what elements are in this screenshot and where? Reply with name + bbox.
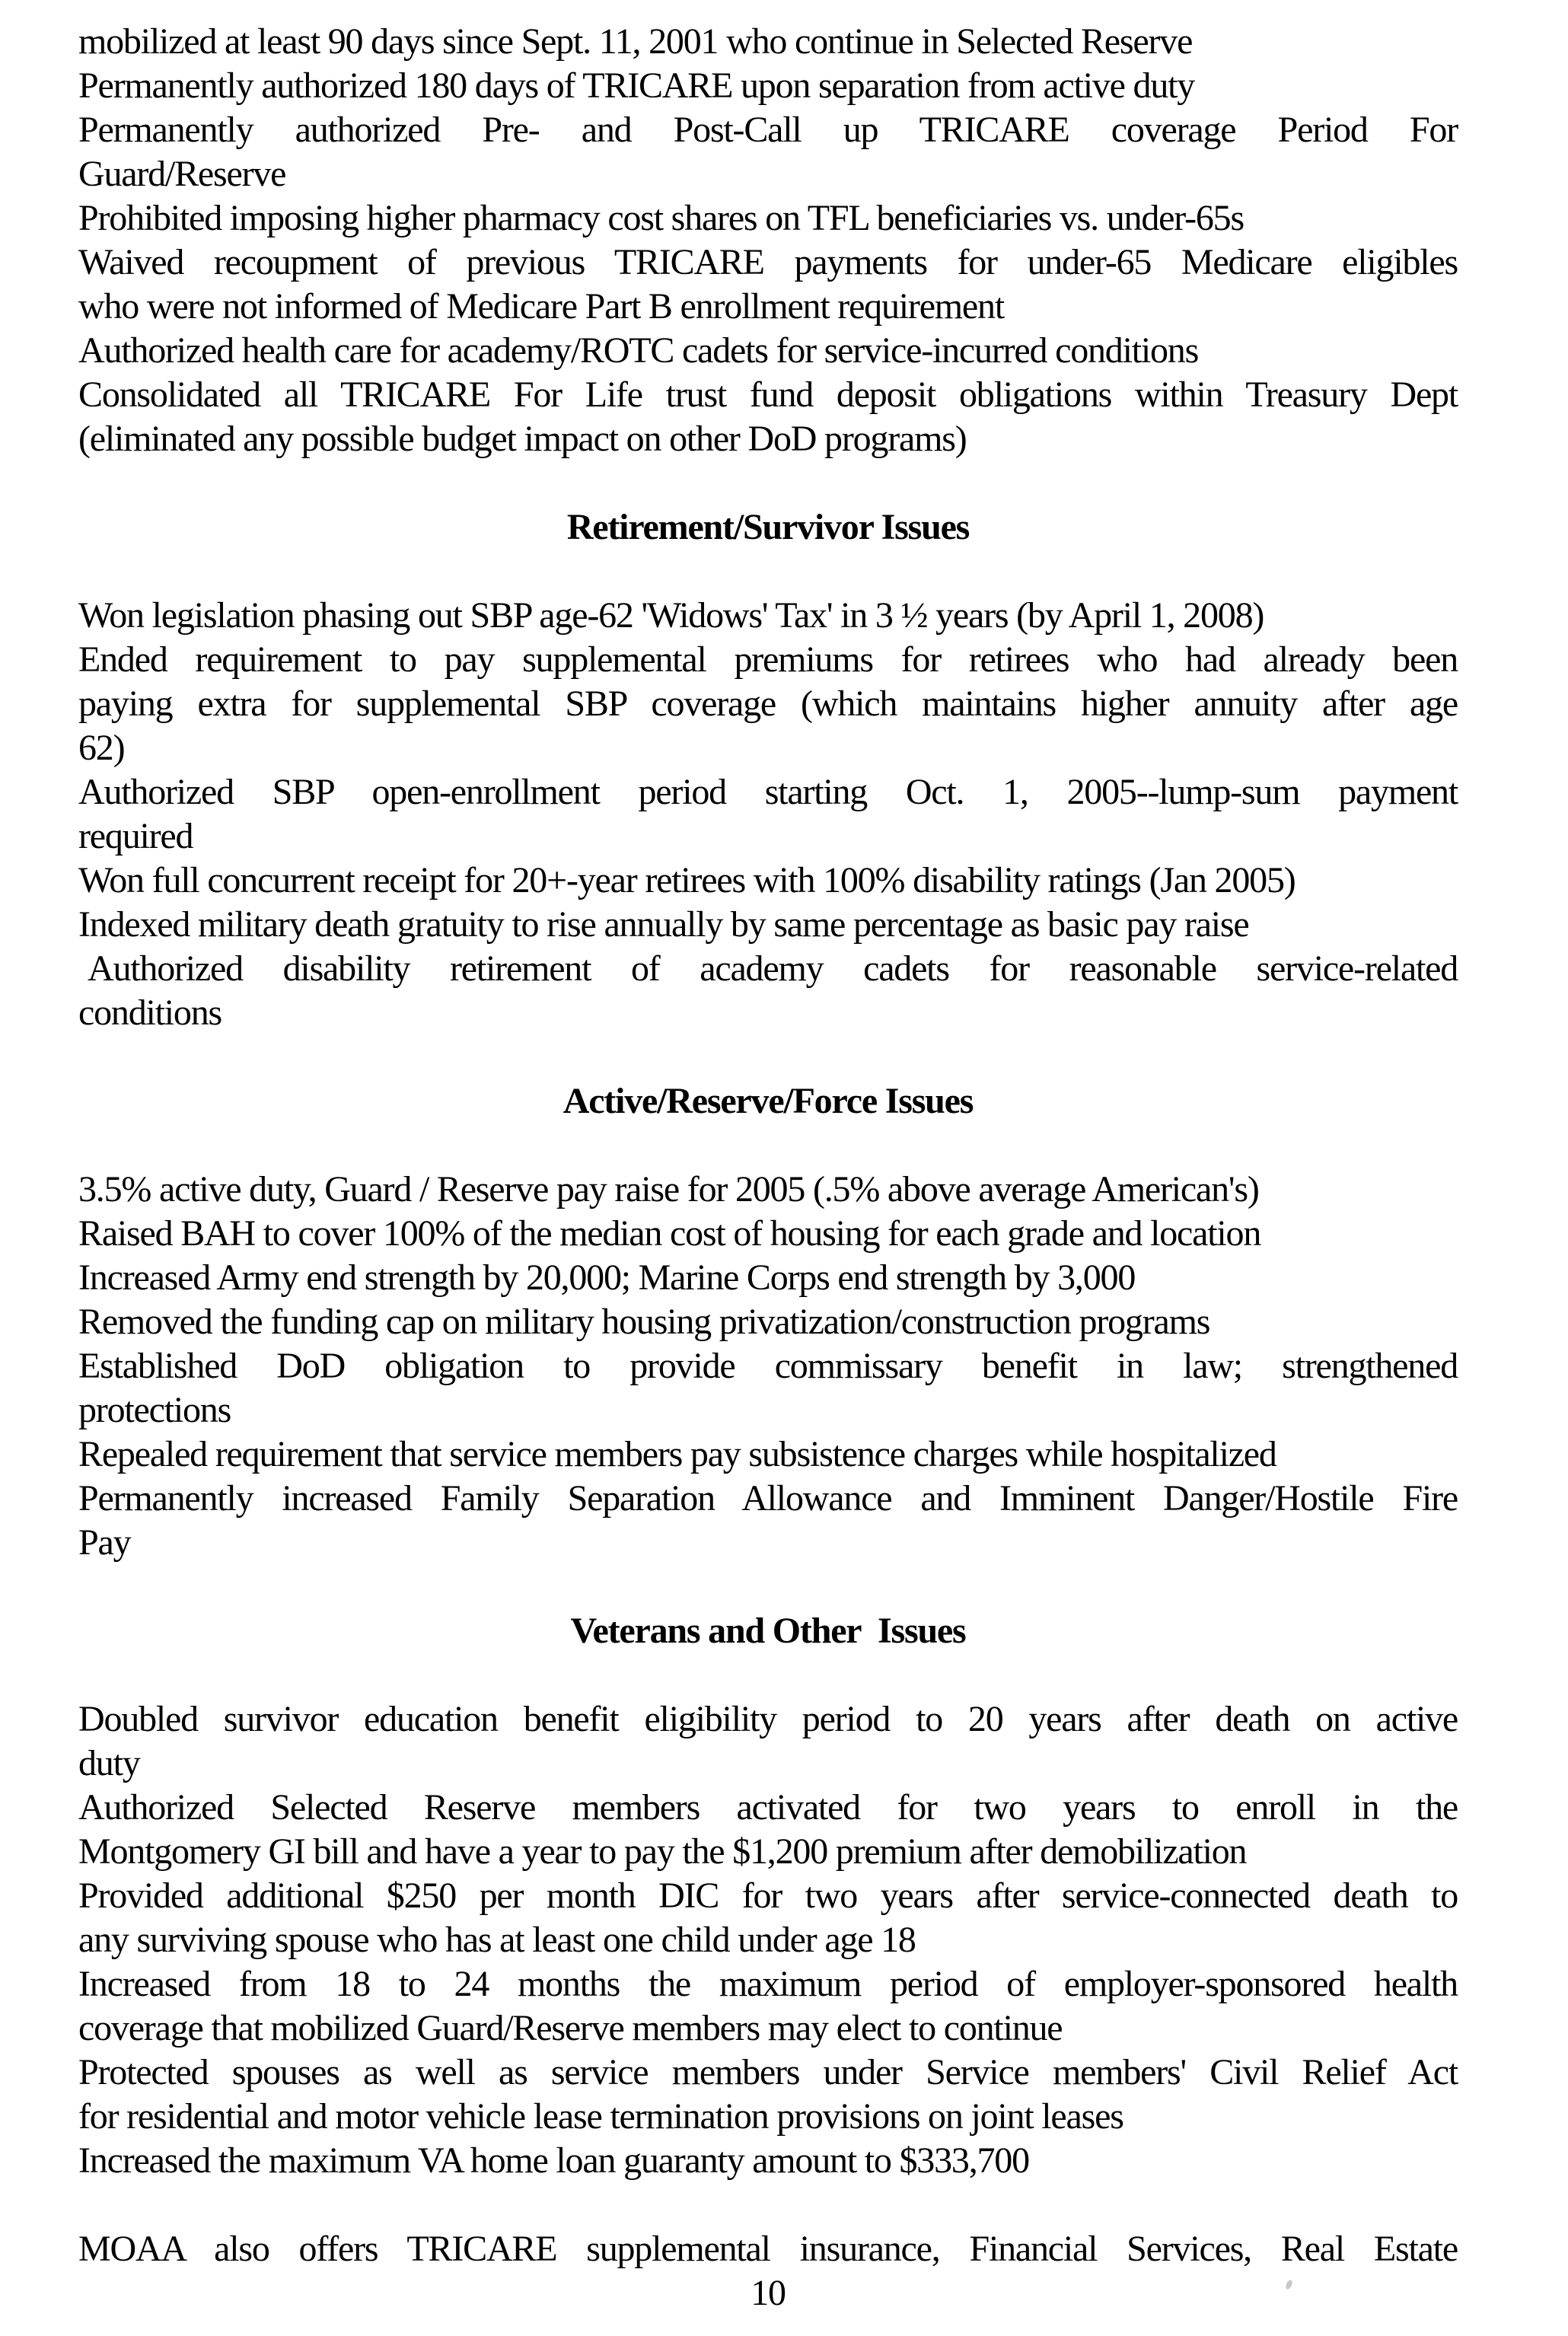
text-line: Won legislation phasing out SBP age-62 'Widows' Tax' in 3 ½ years (by April 1, 2008): [78, 595, 1264, 636]
closing-text-line: MOAA also offers TRICARE supplemental insurance, Financial Services, Real Estate: [78, 2229, 1458, 2269]
text-line: Permanently increased Family Separation Allowance and Imminent Danger/Hostile Fire: [78, 1478, 1458, 1519]
text-line: Guard/Reserve: [78, 154, 286, 194]
text-line: Increased the maximum VA home loan guaranty amount to $333,700: [78, 2140, 1029, 2181]
text-line: Pay: [78, 1522, 131, 1563]
text-line: Authorized health care for academy/ROTC cadets for service-incurred conditions: [78, 330, 1199, 371]
text-line: Authorized Selected Reserve members activated for two years to enroll in the: [78, 1787, 1458, 1828]
text-line: Established DoD obligation to provide commissary benefit in law; strengthened: [78, 1346, 1458, 1386]
text-line: Protected spouses as well as service members under Service members' Civil Relief Act: [78, 2052, 1458, 2092]
text-line: paying extra for supplemental SBP coverage (which maintains higher annuity after age: [78, 684, 1458, 724]
text-line: Prohibited imposing higher pharmacy cost shares on TFL beneficiaries vs. under-65s: [78, 198, 1244, 238]
section-heading-active-reserve-force: Active/Reserve/Force Issues: [563, 1081, 974, 1121]
text-line: Authorized SBP open-enrollment period starting Oct. 1, 2005--lump-sum payment: [78, 772, 1458, 812]
text-line: required: [78, 816, 193, 856]
page-number: 10: [751, 2273, 786, 2313]
text-line: Ended requirement to pay supplemental premiums for retirees who had already been: [78, 639, 1458, 680]
text-line: Doubled survivor education benefit eligibility period to 20 years after death on active: [78, 1699, 1458, 1739]
text-line: Indexed military death gratuity to rise annually by same percentage as basic pay raise: [78, 904, 1249, 945]
text-line: Increased Army end strength by 20,000; Marine Corps end strength by 3,000: [78, 1257, 1136, 1298]
text-line: who were not informed of Medicare Part B enrollment requirement: [78, 286, 1004, 327]
text-line: Provided additional $250 per month DIC for two years after service-connected death to: [78, 1875, 1458, 1916]
text-line: any surviving spouse who has at least one child under age 18: [78, 1920, 916, 1960]
text-line: Montgomery GI bill and have a year to pay the $1,200 premium after demobilization: [78, 1831, 1247, 1872]
text-line: duty: [78, 1743, 140, 1783]
text-line: Repealed requirement that service members pay subsistence charges while hospitalized: [78, 1434, 1276, 1474]
text-line: Permanently authorized 180 days of TRICARE upon separation from active duty: [78, 65, 1195, 106]
text-line: Waived recoupment of previous TRICARE payments for under-65 Medicare eligibles: [78, 242, 1458, 282]
text-line: protections: [78, 1390, 231, 1430]
section-heading-veterans-other: Veterans and Other Issues: [570, 1611, 966, 1651]
text-line: 62): [78, 728, 125, 768]
text-line: 3.5% active duty, Guard / Reserve pay raise for 2005 (.5% above average American's): [78, 1169, 1259, 1209]
text-line: (eliminated any possible budget impact on other DoD programs): [78, 419, 967, 459]
text-line: Increased from 18 to 24 months the maximum period of employer-sponsored health: [78, 1964, 1458, 2004]
text-line: Consolidated all TRICARE For Life trust fund deposit obligations within Treasury Dept: [78, 374, 1458, 415]
text-line: Removed the funding cap on military housing privatization/construction programs: [78, 1302, 1210, 1342]
section-heading-retirement-survivor: Retirement/Survivor Issues: [566, 507, 970, 547]
text-line: Won full concurrent receipt for 20+-year retirees with 100% disability ratings (Jan 2005): [78, 860, 1296, 900]
text-line: Permanently authorized Pre- and Post-Call up TRICARE coverage Period For: [78, 110, 1458, 150]
text-line: Raised BAH to cover 100% of the median cost of housing for each grade and location: [78, 1213, 1261, 1254]
text-line: conditions: [78, 993, 221, 1033]
text-line: coverage that mobilized Guard/Reserve members may elect to continue: [78, 2008, 1063, 2048]
text-line: mobilized at least 90 days since Sept. 11, 2001 who continue in Selected Reserve: [78, 21, 1193, 62]
document-body: [78, 20, 1458, 2315]
text-line: for residential and motor vehicle lease termination provisions on joint leases: [78, 2096, 1123, 2137]
text-line: Authorized disability retirement of academy cadets for reasonable service-related: [88, 948, 1458, 989]
